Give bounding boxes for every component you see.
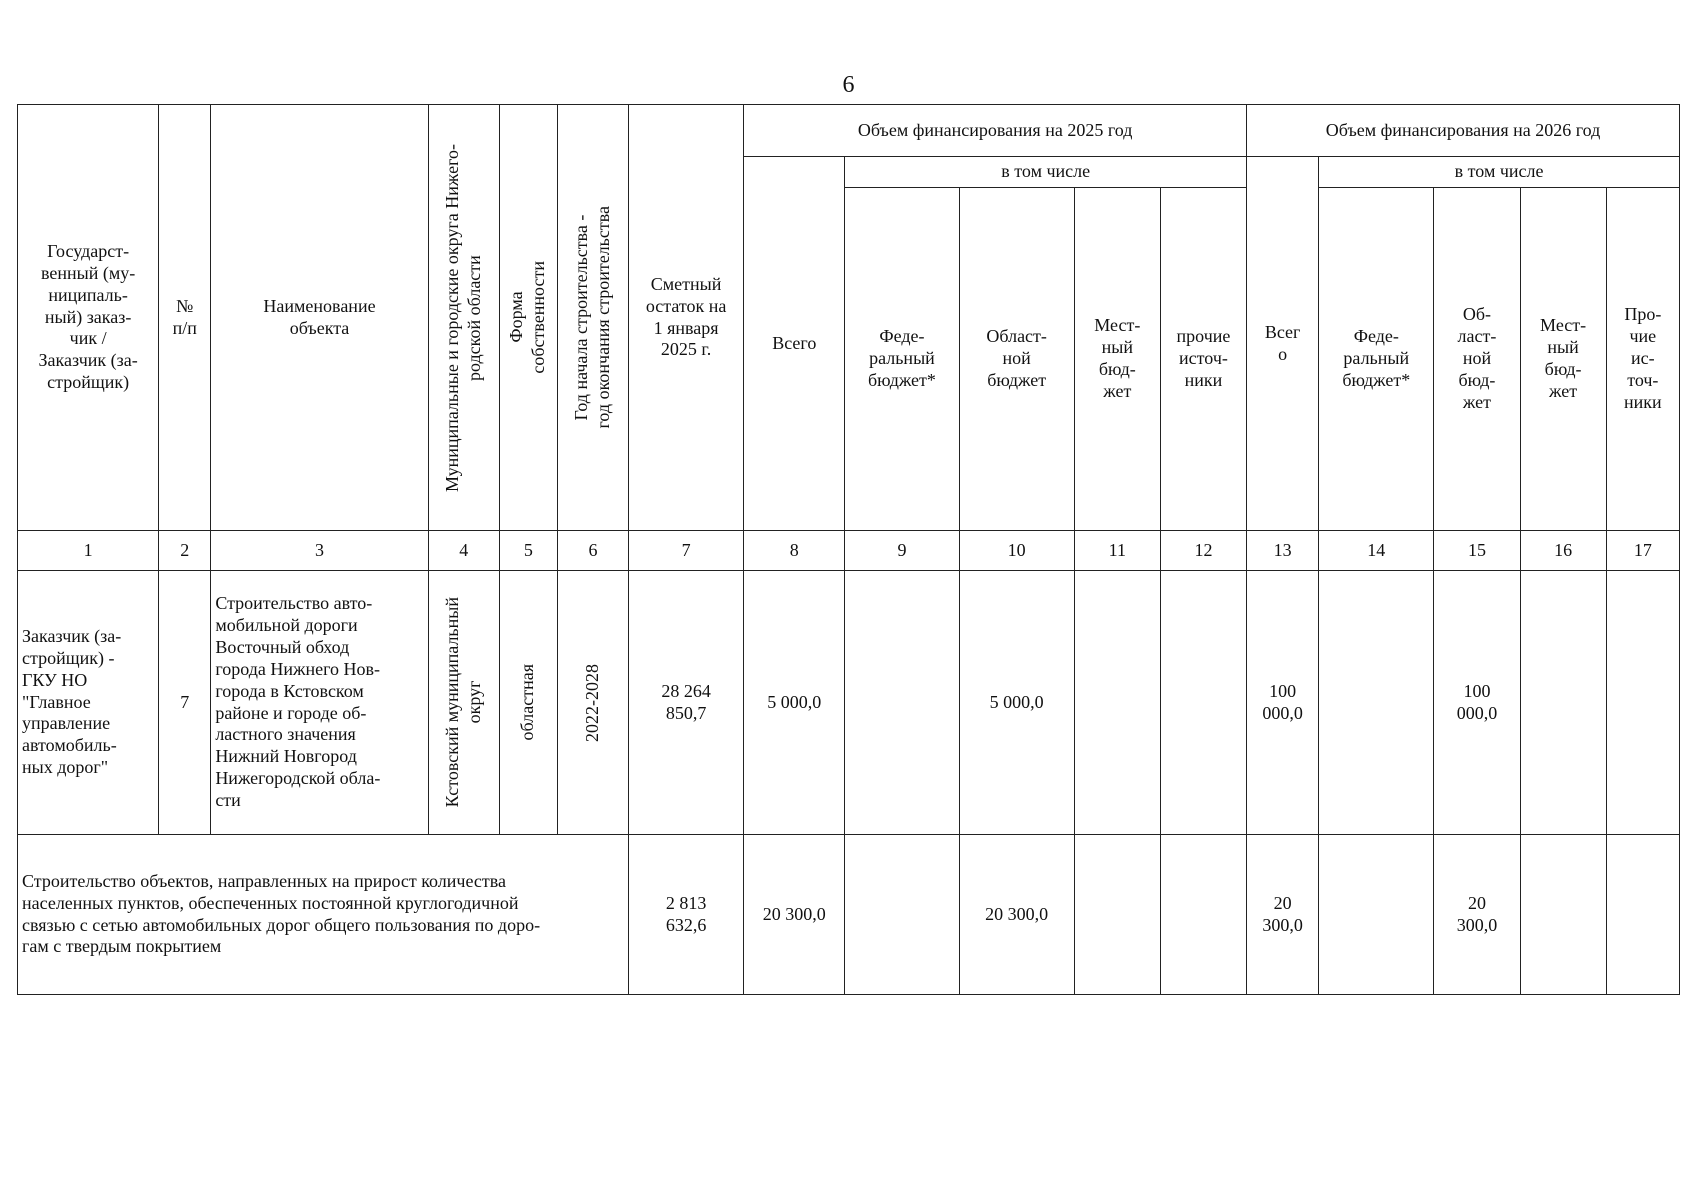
text-line: ральный (869, 348, 935, 369)
text-line: районе и городе об- (215, 702, 367, 723)
column-number: 17 (1606, 531, 1679, 571)
column-number: 13 (1247, 531, 1319, 571)
text-line: города в Кстовском (215, 680, 364, 701)
header-including-2026: в том числе (1319, 157, 1680, 188)
text-line: 2 813 (665, 892, 707, 913)
text-line: 000,0 (1456, 702, 1498, 723)
header-customer (18, 105, 159, 531)
text-line: сти (215, 790, 241, 811)
text-line: ники (1624, 391, 1662, 412)
column-number: 15 (1434, 531, 1520, 571)
text-line: "Главное (22, 691, 91, 712)
column-number: 5 (499, 531, 557, 571)
header-number (159, 105, 211, 531)
text-line: Наименование (263, 295, 376, 316)
header-estimate (629, 105, 744, 531)
text-line: ГКУ НО (22, 669, 88, 690)
text-line: о (1278, 343, 1288, 364)
local-2025-cell (1074, 571, 1160, 835)
text-line: Област- (986, 326, 1047, 347)
text-line: Всег (1264, 321, 1301, 342)
text-line: Про- (1624, 304, 1662, 325)
text-line: 300,0 (1262, 914, 1303, 935)
text-line: бюд- (1458, 369, 1496, 390)
regional-2026-cell (1434, 835, 1520, 995)
local-2025-cell (1074, 835, 1160, 995)
text-line: чик / (69, 328, 107, 349)
total-2025-cell: 5 000,0 (744, 571, 845, 835)
header-local-2026 (1520, 188, 1606, 531)
text-line: 300,0 (1456, 914, 1498, 935)
column-number: 12 (1160, 531, 1246, 571)
column-number: 8 (744, 531, 845, 571)
text-line: венный (му- (40, 262, 136, 283)
column-number: 4 (428, 531, 499, 571)
header-other-2025 (1160, 188, 1246, 531)
text-line: 100 (1269, 680, 1297, 701)
text-line: Муниципальные и городские округа Нижего- (441, 143, 462, 492)
text-line: остаток на (645, 295, 727, 316)
text-line: автомобиль- (22, 735, 117, 756)
text-line: Мест- (1094, 315, 1141, 336)
text-line: бюджет (987, 369, 1047, 390)
text-line: ной (1462, 348, 1492, 369)
column-number: 7 (629, 531, 744, 571)
text-line: родской области (463, 254, 484, 381)
financing-table (17, 104, 1680, 995)
total-2026-cell (1247, 835, 1319, 995)
text-line: п/п (172, 317, 197, 338)
header-including-2025: в том числе (845, 157, 1247, 188)
text-line: 000,0 (1262, 702, 1303, 723)
column-number: 10 (959, 531, 1074, 571)
text-line: жет (1103, 380, 1132, 401)
text-line: Восточный обход (215, 636, 350, 657)
text-line: Строительство объектов, направленных на прирост количества (22, 870, 507, 891)
text-line: ных дорог" (22, 757, 109, 778)
text-line: Заказчик (за- (22, 625, 122, 646)
text-line: управление (22, 713, 111, 734)
text-line: 28 264 (661, 680, 711, 701)
text-line: гам с твердым покрытием (22, 936, 222, 957)
text-line: Кстовский муниципальный (441, 597, 462, 808)
local-2026-cell (1520, 571, 1606, 835)
text-line: 2025 г. (660, 339, 712, 360)
text-line: чие (1629, 326, 1657, 347)
page-number: 6 (842, 72, 855, 98)
federal-2025-cell (845, 571, 959, 835)
number-cell: 7 (159, 571, 211, 835)
text-line: Об- (1462, 304, 1492, 325)
text-line: ники (1184, 369, 1223, 390)
header-regional-2026 (1434, 188, 1520, 531)
other-2026-cell (1606, 835, 1679, 995)
regional-2025-cell: 5 000,0 (959, 571, 1074, 835)
text-line: ис- (1631, 348, 1655, 369)
text-line: источ- (1179, 348, 1228, 369)
text-line: Сметный (650, 273, 722, 294)
text-line: ный (1547, 337, 1579, 358)
text-line: № (176, 295, 194, 316)
text-line: бюджет* (1342, 369, 1411, 390)
text-line: населенных пунктов, обеспеченных постоянной круглогодичной (22, 892, 519, 913)
column-number: 11 (1074, 531, 1160, 571)
text-line: 100 (1463, 680, 1491, 701)
other-2025-cell (1160, 835, 1246, 995)
header-object-name (211, 105, 428, 531)
text-line: Государст- (47, 240, 130, 261)
text-line: Строительство авто- (215, 592, 373, 613)
text-line: 1 января (653, 317, 719, 338)
table-row (18, 835, 1680, 995)
text-line: мобильной дороги (215, 614, 358, 635)
text-line: ный) заказ- (44, 306, 132, 327)
header-ownership (499, 105, 557, 531)
header-years (557, 105, 628, 531)
text-line: Феде- (879, 326, 925, 347)
local-2026-cell (1520, 835, 1606, 995)
text-line: ный (1101, 337, 1133, 358)
federal-2025-cell (845, 835, 959, 995)
text-line: год окончания строительства (592, 206, 613, 429)
text-line: Заказчик (за- (38, 350, 138, 371)
header-regional-2025 (959, 188, 1074, 531)
text-line: 632,6 (665, 914, 707, 935)
header-other-2026 (1606, 188, 1679, 531)
text-line: ниципаль- (48, 284, 128, 305)
text-line: бюджет* (868, 369, 936, 390)
text-line: собственности (528, 261, 549, 374)
estimate-cell (629, 835, 744, 995)
text-line: Нижегородской обла- (215, 768, 381, 789)
text-line: стройщик) (47, 372, 130, 393)
other-2026-cell (1606, 571, 1679, 835)
header-local-2025 (1074, 188, 1160, 531)
column-number: 1 (18, 531, 159, 571)
header-municipality (428, 105, 499, 531)
federal-2026-cell (1319, 571, 1434, 835)
column-number: 9 (845, 531, 959, 571)
header-federal-2026 (1319, 188, 1434, 531)
text-line: Нижний Новгород (215, 746, 357, 767)
header-federal-2025 (845, 188, 959, 531)
text-line: Форма (506, 291, 527, 344)
regional-2025-cell: 20 300,0 (959, 835, 1074, 995)
text-line: прочие (1176, 326, 1231, 347)
text-line: бюд- (1544, 359, 1582, 379)
column-number: 2 (159, 531, 211, 571)
text-line: ной (1002, 348, 1031, 369)
column-number: 14 (1319, 531, 1434, 571)
text-line: стройщик) - (22, 647, 115, 668)
column-number: 16 (1520, 531, 1606, 571)
text-line: бюд- (1098, 359, 1136, 379)
header-total-2025: Всего (744, 157, 845, 531)
text-line: ласт- (1457, 326, 1497, 347)
text-line: 850,7 (665, 702, 707, 723)
text-line: точ- (1627, 369, 1659, 390)
municipality-cell (428, 571, 499, 835)
text-line: жет (1549, 380, 1578, 401)
text-line: связью с сетью автомобильных дорог общего пользования по доро- (22, 914, 541, 935)
text-line: ральный (1343, 348, 1410, 369)
federal-2026-cell (1319, 835, 1434, 995)
other-2025-cell (1160, 571, 1246, 835)
header-fin-2026: Объем финансирования на 2026 год (1247, 105, 1680, 157)
estimate-cell (629, 571, 744, 835)
text-line: Мест- (1540, 315, 1587, 336)
table-row (18, 571, 1680, 835)
text-line: ластного значения (215, 724, 356, 745)
text-line: округ (463, 681, 484, 724)
header-fin-2025: Объем финансирования на 2025 год (744, 105, 1247, 157)
ownership-cell: областная (499, 571, 557, 835)
column-number: 3 (211, 531, 428, 571)
header-total-2026 (1247, 157, 1319, 531)
text-line: города Нижнего Нов- (215, 658, 380, 679)
text-line: Феде- (1353, 326, 1399, 347)
text-line: 20 (1273, 892, 1292, 913)
customer-cell (18, 571, 159, 835)
years-cell: 2022-2028 (557, 571, 628, 835)
column-number: 6 (557, 531, 628, 571)
regional-2026-cell (1434, 571, 1520, 835)
text-line: 20 (1467, 892, 1486, 913)
text-line: Год начала строительства - (570, 214, 591, 421)
description-cell (18, 835, 629, 995)
column-numbers-row (18, 531, 1680, 571)
object-name-cell (211, 571, 428, 835)
total-2026-cell (1247, 571, 1319, 835)
header-row (18, 105, 1680, 157)
total-2025-cell: 20 300,0 (744, 835, 845, 995)
text-line: объекта (289, 317, 350, 338)
text-line: жет (1462, 391, 1491, 412)
